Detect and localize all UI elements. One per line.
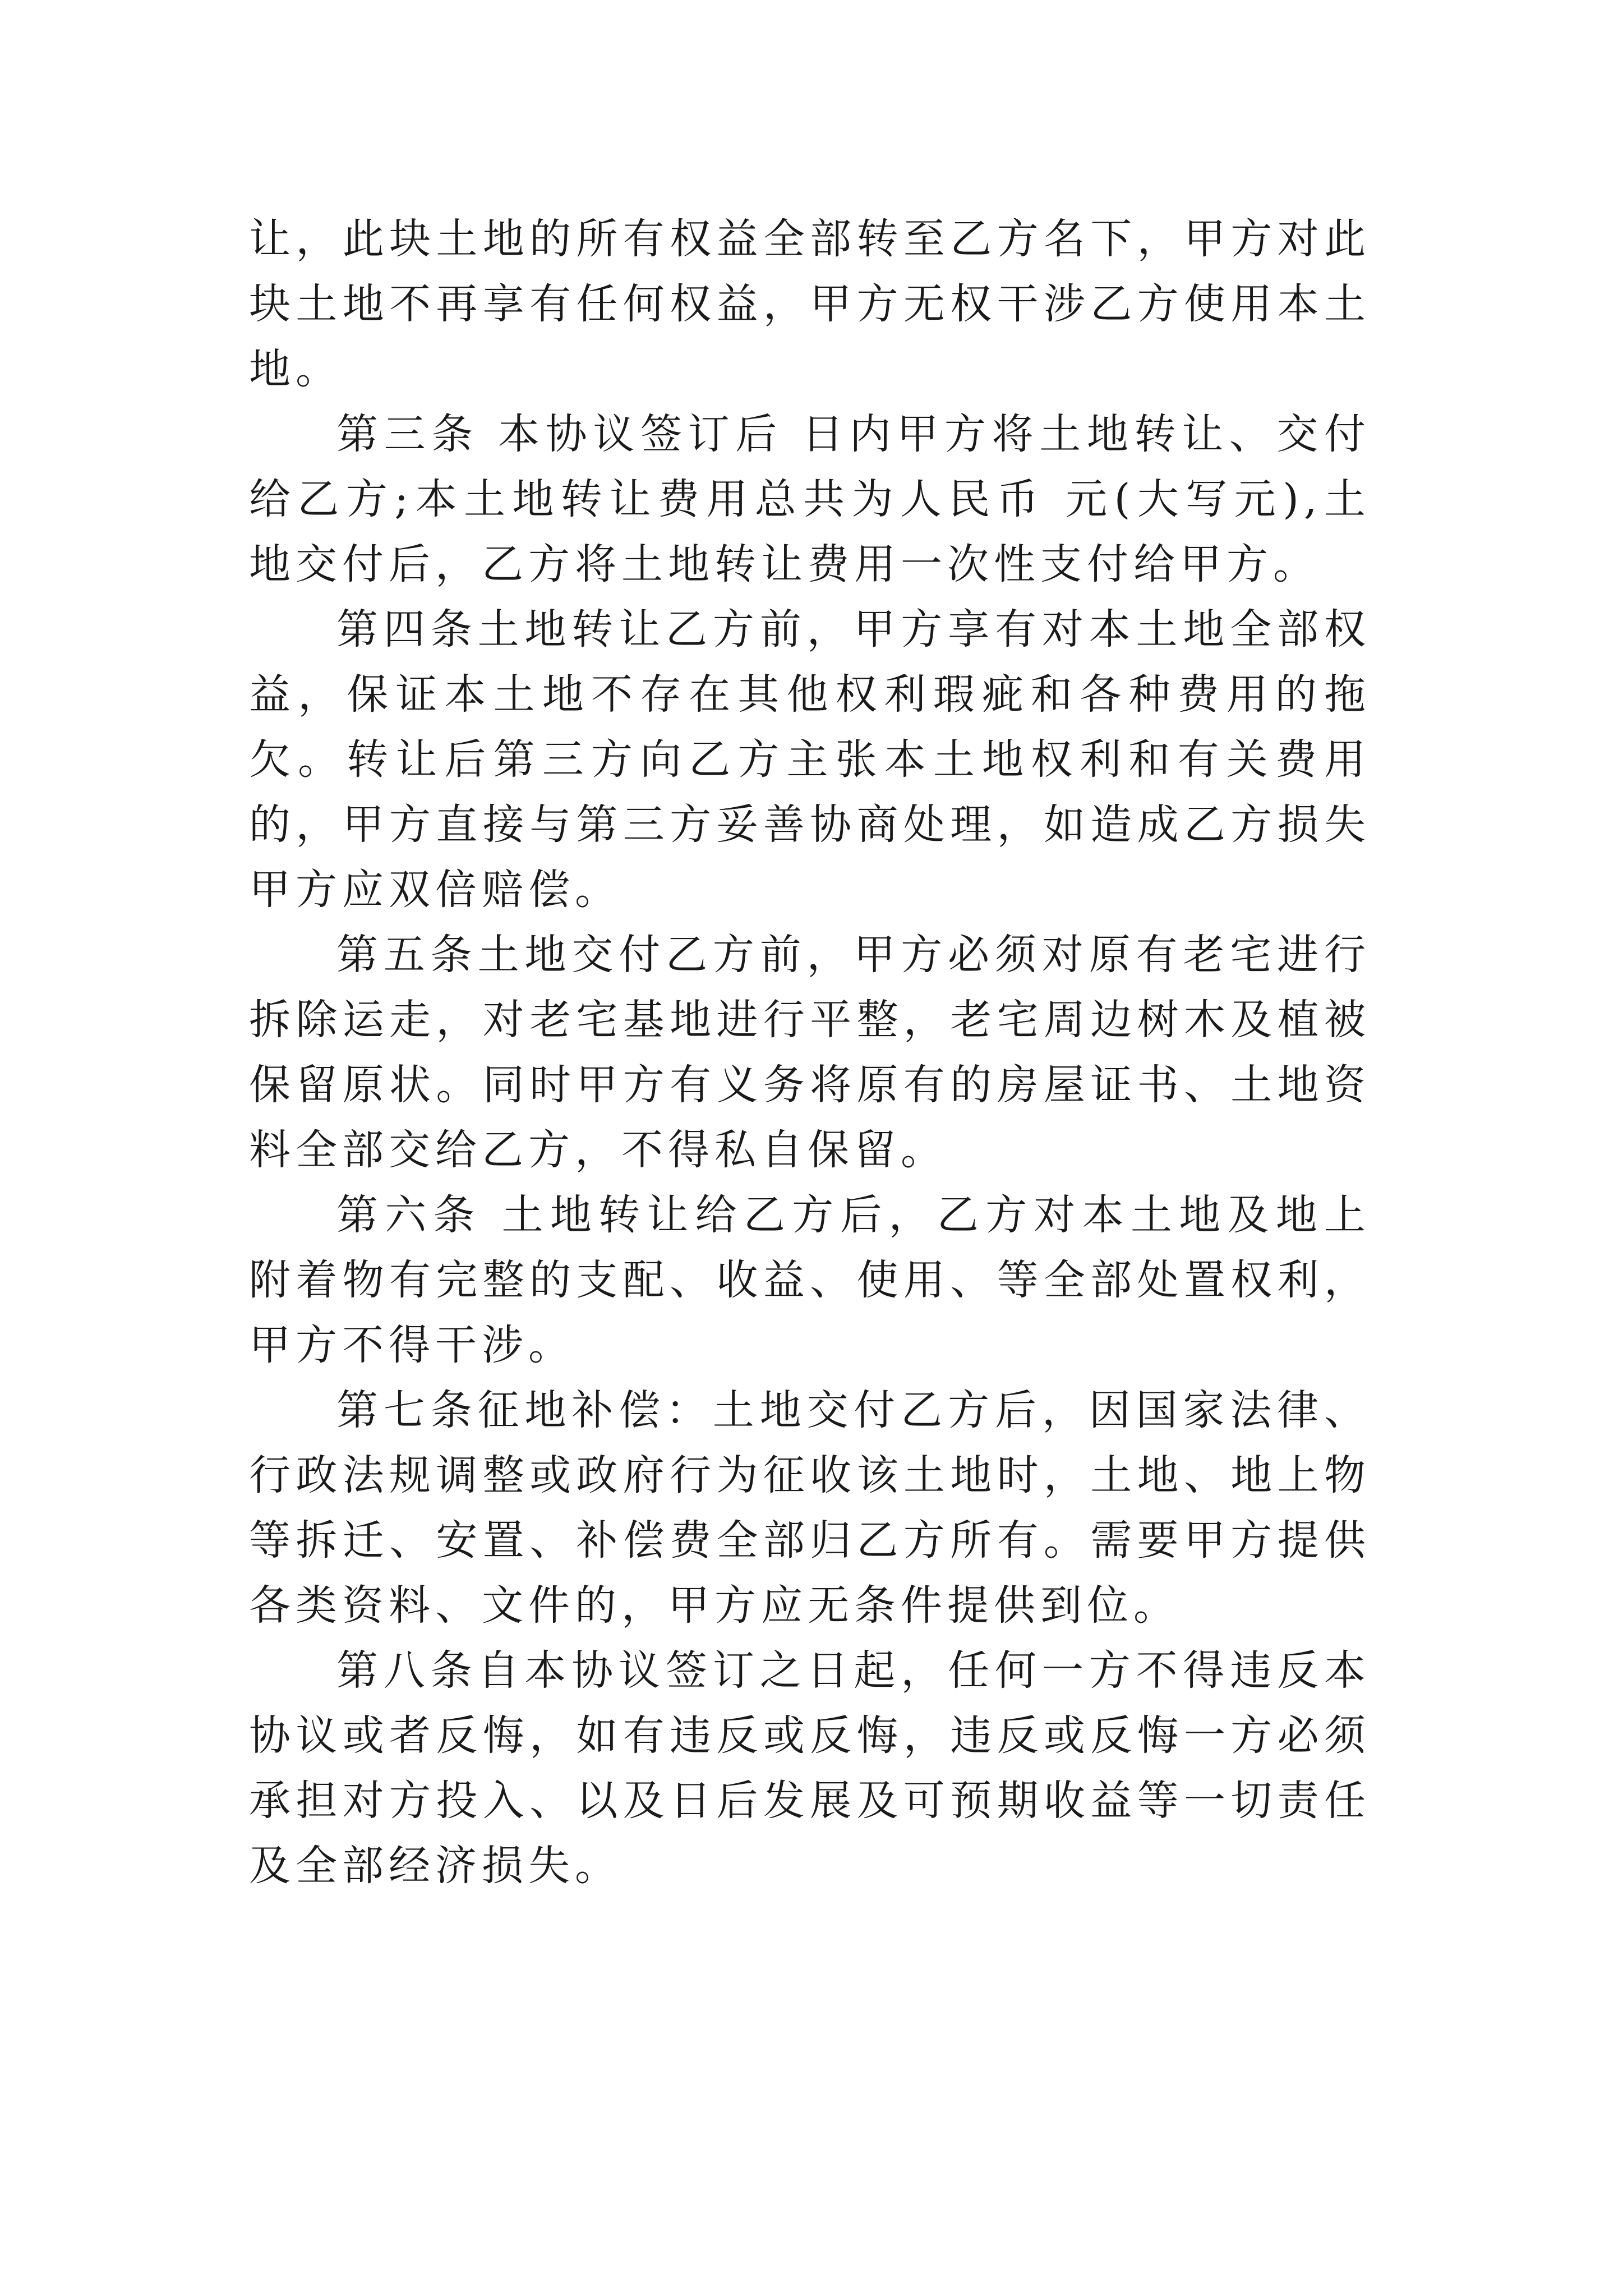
document-body [249,206,1371,1898]
paragraph-article-3: 第三条 本协议签订后 日内甲方将土地转让、交付给乙方;本土地转让费用总共为人民币 元(大写元),土地交付后，乙方将土地转让费用一次性支付给甲方。 [249,410,1371,588]
paragraph-article-4: 第四条土地转让乙方前，甲方享有对本土地全部权益，保证本土地不存在其他权利瑕疵和各种费用的拖欠。转让后第三方向乙方主张本土地权利和有关费用的，甲方直接与第三方妥善协商处理，如造成乙方损失甲方应双倍赔偿。 [249,605,1371,914]
paragraph-article-6: 第六条 土地转让给乙方后，乙方对本土地及地上附着物有完整的支配、收益、使用、等全部处置权利，甲方不得干涉。 [249,1191,1371,1369]
paragraph-article-8: 第八条自本协议签订之日起，任何一方不得违反本协议或者反悔，如有违反或反悔，违反或反悔一方必须承担对方投入、以及日后发展及可预期收益等一切责任及全部经济损失。 [249,1646,1371,1890]
paragraph-article-7: 第七条征地补偿：土地交付乙方后，因国家法律、行政法规调整或政府行为征收该土地时，土地、地上物等拆迁、安置、补偿费全部归乙方所有。需要甲方提供各类资料、文件的，甲方应无条件提供到位。 [249,1386,1371,1630]
paragraph-continuation: 让，此块土地的所有权益全部转至乙方名下，甲方对此块土地不再享有任何权益，甲方无权干涉乙方使用本土地。 [249,215,1371,393]
paragraph-article-5: 第五条土地交付乙方前，甲方必须对原有老宅进行拆除运走，对老宅基地进行平整，老宅周边树木及植被保留原状。同时甲方有义务将原有的房屋证书、土地资料全部交给乙方，不得私自保留。 [249,931,1371,1174]
